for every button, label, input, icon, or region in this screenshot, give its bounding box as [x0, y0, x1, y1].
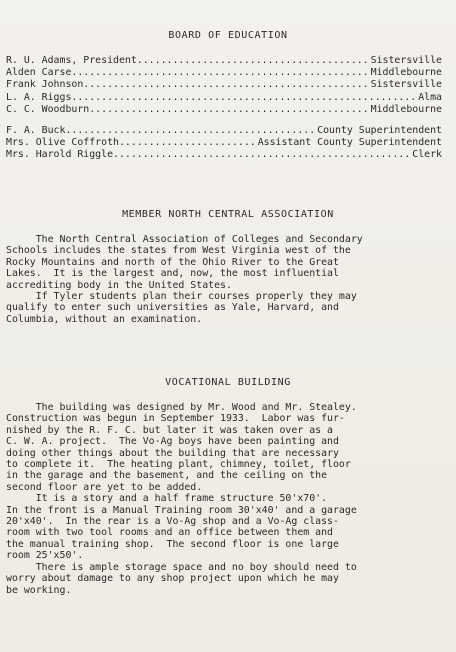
- north-central-heading: MEMBER NORTH CENTRAL ASSOCIATION: [122, 209, 334, 220]
- text-line: Lakes. It is the largest and, now, the most influential: [6, 268, 339, 280]
- officer-row: [6, 125, 442, 137]
- officer-row: [6, 137, 442, 149]
- member-place: Middlebourne: [370, 103, 442, 115]
- member-place: Middlebourne: [370, 67, 442, 79]
- text-line: in the garage and the basement, and the ceiling on the: [6, 470, 328, 482]
- text-line: be working.: [6, 584, 72, 596]
- text-line: Construction was begun in September 1933. Labor was fur-: [6, 413, 345, 425]
- member-name: R. U. Adams, President: [6, 55, 137, 66]
- text-line: There is ample storage space and no boy should need to: [6, 561, 357, 573]
- text-line: If Tyler students plan their courses properly they may: [6, 291, 357, 303]
- officer-name: Mrs. Olive Coffroth: [6, 137, 119, 149]
- text-line: doing other things about the building that are necessary: [6, 447, 339, 459]
- member-name: Alden Carse: [6, 67, 72, 79]
- vocational-building-heading: VOCATIONAL BUILDING: [165, 377, 291, 388]
- board-member-row: [6, 55, 442, 67]
- member-name: L. A. Riggs: [6, 91, 72, 103]
- text-line: The North Central Association of Colleges and Secondary: [6, 234, 363, 245]
- text-line: room with two tool rooms and an office between them and: [6, 527, 333, 539]
- text-line: room 25'x50'.: [6, 550, 84, 562]
- member-place: Sistersville: [370, 55, 442, 66]
- text-line: The building was designed by Mr. Wood and Mr. Stealey.: [6, 402, 357, 413]
- text-line: Columbia, without an examination.: [6, 313, 203, 325]
- officer-row: [6, 149, 442, 161]
- text-line: accrediting body in the United States.: [6, 279, 232, 291]
- officer-name: F. A. Buck: [6, 125, 66, 136]
- text-line: the manual training shop. The second floor is one large: [6, 538, 339, 550]
- board-member-row: [6, 67, 442, 79]
- member-place: Sistersville: [370, 79, 442, 91]
- officer-role: Clerk: [412, 149, 442, 161]
- board-member-row: [6, 92, 442, 104]
- text-line: nished by the R. F. C. but later it was taken over as a: [6, 424, 333, 436]
- board-member-row: [6, 79, 442, 91]
- north-central-text: [6, 234, 442, 325]
- officer-name: Mrs. Harold Riggle: [6, 149, 114, 161]
- text-line: It is a story and a half frame structure 50'x70'.: [6, 493, 328, 505]
- officer-role: Assistant County Superintendent: [257, 137, 442, 149]
- board-of-education-heading: BOARD OF EDUCATION: [168, 30, 288, 41]
- text-line: C. W. A. project. The Vo-Ag boys have been painting and: [6, 436, 339, 448]
- text-line: worry about damage to any shop project upon which he may: [6, 573, 339, 585]
- officer-role: County Superintendent: [317, 125, 442, 136]
- text-line: qualify to enter such universities as Yale, Harvard, and: [6, 302, 339, 314]
- board-members-list: [6, 55, 442, 116]
- text-line: Rocky Mountains and north of the Ohio River to the Great: [6, 256, 339, 268]
- text-line: In the front is a Manual Training room 30'x40' and a garage: [6, 504, 357, 516]
- text-line: 20'x40'. In the rear is a Vo-Ag shop and a Vo-Ag class-: [6, 516, 339, 528]
- text-line: Schools includes the states from West Virginia west of the: [6, 245, 351, 257]
- board-officers-list: [6, 125, 442, 162]
- member-name: Frank Johnson: [6, 79, 84, 91]
- board-member-row: [6, 104, 442, 116]
- vocational-building-text: [6, 402, 442, 596]
- text-line: second floor are yet to be added.: [6, 481, 203, 493]
- text-line: to complete it. The heating plant, chimney, toilet, floor: [6, 459, 351, 471]
- member-place: Alma: [418, 91, 442, 103]
- member-name: C. C. Woodburn: [6, 103, 90, 115]
